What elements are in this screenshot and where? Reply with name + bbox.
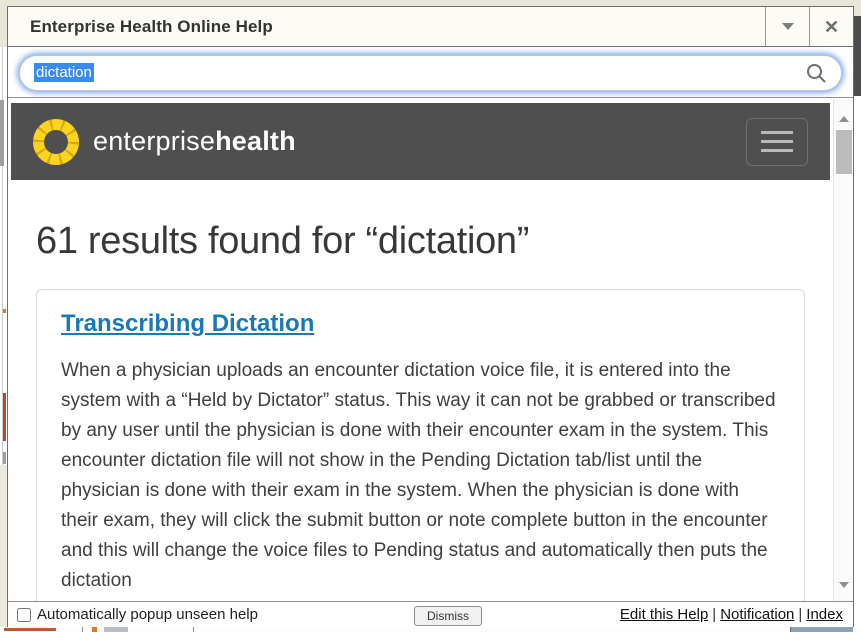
search-result-card xyxy=(36,289,805,601)
scroll-down-arrow[interactable] xyxy=(834,577,853,593)
brand-header xyxy=(11,103,830,180)
background-page-beige-fragment xyxy=(0,465,7,627)
link-separator: | xyxy=(712,606,717,623)
triangle-down-icon xyxy=(839,582,849,588)
chevron-down-icon xyxy=(782,23,794,30)
popup-help-checkbox[interactable] xyxy=(17,608,31,622)
search-row xyxy=(8,48,853,98)
background-page-gray-fragment xyxy=(3,452,6,464)
background-blue-fragment xyxy=(791,627,853,632)
background-line-fragment xyxy=(82,627,83,632)
background-page-orange-fragment xyxy=(3,309,6,313)
background-orange-fragment xyxy=(92,627,97,632)
result-body-text: When a physician uploads an encounter dictation voice file, it is entered into the system with a “Held by Dictator” status. This way it can not be grabbed or transcribed by any user until the physician is done with their encounter exam in the system. This encounter dictation file will not show in the Pending Dictation tab/list until the physician is done with their exam in the system. When the physician is done with their exam, they will click the submit button or note complete button in the encounter and this will change the voice files to Pending status and automatically then puts the dictation xyxy=(61,360,776,591)
scrollbar-thumb[interactable] xyxy=(836,130,852,174)
enterprise-health-logo-icon xyxy=(33,119,79,165)
dialog-titlebar[interactable] xyxy=(8,7,853,47)
content-scrollbar[interactable] xyxy=(833,99,853,601)
footer-links xyxy=(620,606,843,623)
background-page-red-fragment xyxy=(3,393,6,441)
background-text-fragment xyxy=(4,628,56,631)
background-page-bottom-edge xyxy=(0,627,861,632)
index-link[interactable]: Index xyxy=(806,606,843,623)
collapse-button[interactable] xyxy=(765,7,809,46)
link-separator: | xyxy=(798,606,803,623)
dismiss-button[interactable]: Dismiss xyxy=(414,606,482,626)
scroll-up-arrow[interactable] xyxy=(834,111,853,127)
search-input[interactable] xyxy=(19,55,842,91)
popup-help-checkbox-label: Automatically popup unseen help xyxy=(37,606,258,623)
triangle-up-icon xyxy=(839,116,849,122)
menu-button[interactable] xyxy=(746,118,808,166)
help-content-viewport xyxy=(8,99,853,601)
window-frame-right xyxy=(853,0,861,16)
brand-name-regular: enterprise xyxy=(93,126,216,156)
close-button[interactable] xyxy=(809,7,853,46)
background-page-scrollbar-fragment xyxy=(0,100,4,166)
edit-help-link[interactable]: Edit this Help xyxy=(619,606,709,623)
notification-link[interactable]: Notification xyxy=(720,606,795,623)
background-line-fragment xyxy=(193,627,194,632)
popup-help-checkbox-row[interactable] xyxy=(17,606,258,623)
dialog-footer xyxy=(8,601,853,627)
search-input-value: dictation xyxy=(36,64,92,81)
background-gray-fragment xyxy=(104,627,128,632)
background-page-left-edge xyxy=(0,47,7,627)
dialog-title: Enterprise Health Online Help xyxy=(30,16,273,36)
background-page-right-edge xyxy=(853,16,861,96)
results-heading: 61 results found for “dictation” xyxy=(36,220,530,262)
help-dialog xyxy=(7,6,854,627)
brand-name-bold: health xyxy=(215,126,296,156)
brand-name xyxy=(93,126,296,157)
help-content-scroll-area xyxy=(8,99,833,601)
hamburger-icon xyxy=(761,131,793,134)
result-title-link[interactable]: Transcribing Dictation xyxy=(61,310,315,337)
close-icon: ✕ xyxy=(823,16,840,37)
search-icon[interactable] xyxy=(805,62,827,84)
